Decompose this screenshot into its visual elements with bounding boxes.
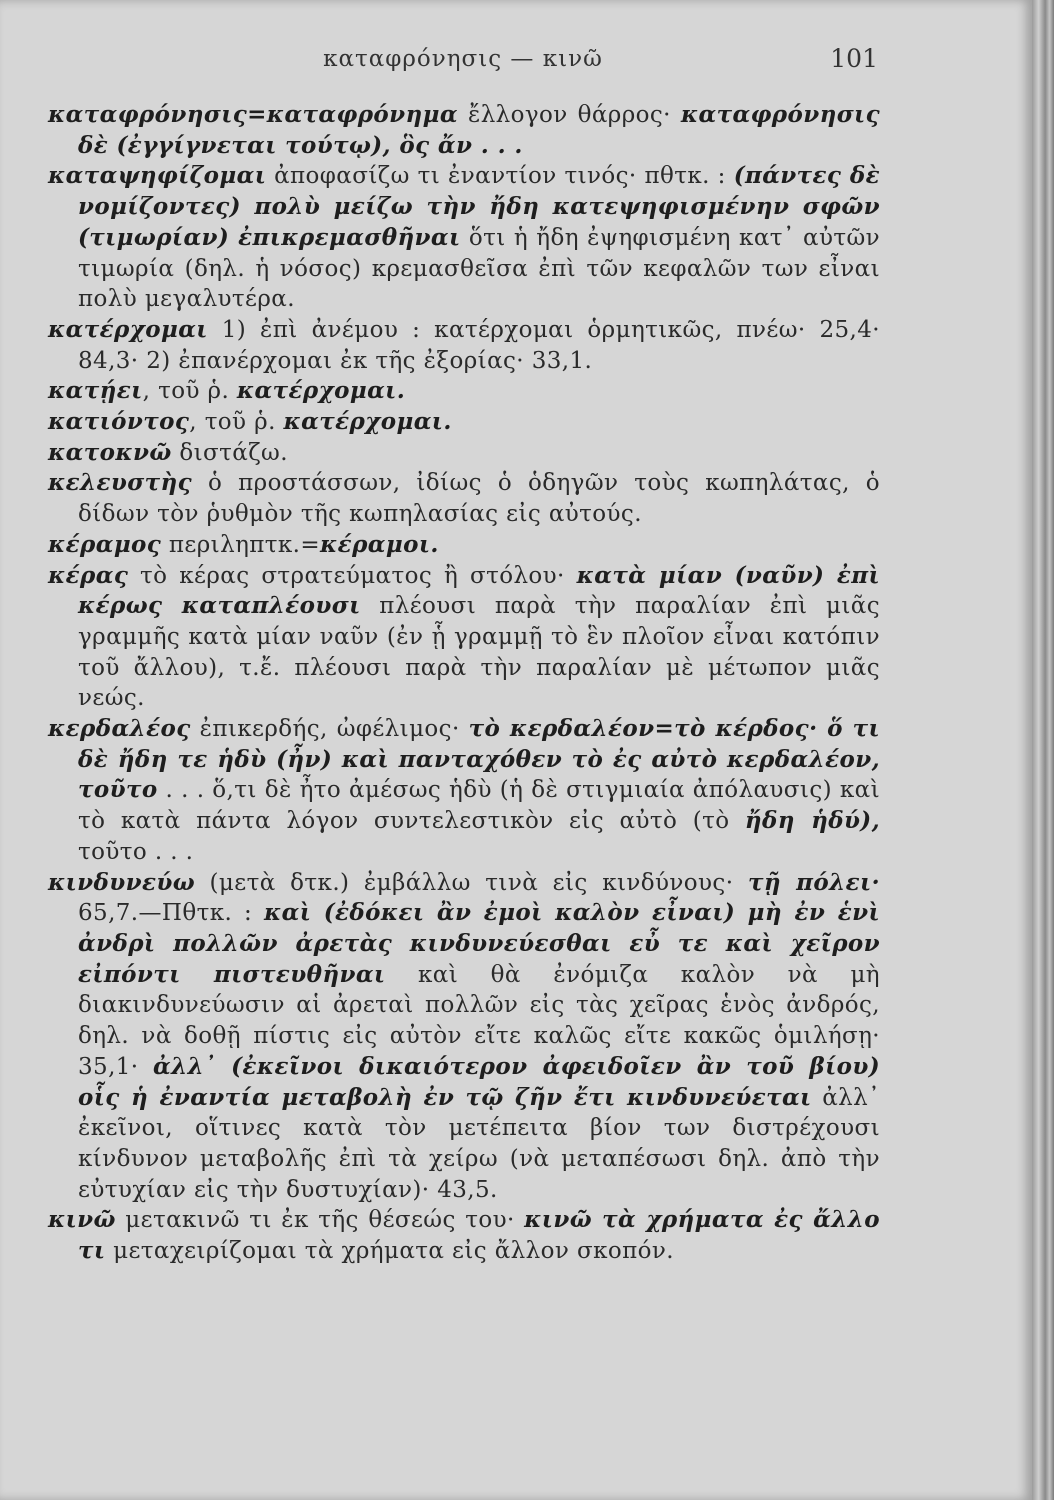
header-title: καταφρόνησις — κινῶ	[323, 46, 603, 72]
entry-bold-text: κατὰ μίαν (ναῦν) ἐπὶ κέρως καταπλέουσι	[78, 561, 880, 620]
entry-bold-text: κέρας	[48, 561, 129, 589]
entry-text: 1) ἐπὶ ἀνέμου : κατέρχομαι ὁρμητικῶς, πνέω· 25,4· 84,3· 2) ἐπανέρχομαι ἐκ τῆς ἐξορίας· 33,1.	[78, 316, 880, 374]
entry-text: . . . ὅ,τι δὲ ἦτο ἀμέσως ἡδὺ (ἡ δὲ στιγμιαία ἀπόλαυσις) καὶ τὸ κατὰ πάντα λόγον συντελεστικὸν εἰς αὐτὸ (τὸ	[78, 777, 880, 835]
dictionary-entries	[48, 100, 880, 1267]
entry-bold-text: τὸ κερδαλέον=τὸ κέρδος· ὅ τι δὲ ἤδη τε ἡδὺ (ἦν) καὶ πανταχόθεν τὸ ἐς αὐτὸ κερδαλέον, τοῦτο	[78, 715, 880, 804]
entry-bold-text: καταφρόνησις δὲ (ἐγγίγνεται τούτῳ), ὃς ἄν . . .	[78, 101, 880, 159]
dictionary-entry	[48, 714, 880, 868]
entry-text: ἐπικερδής, ὠφέλιμος·	[190, 716, 469, 743]
running-header	[48, 44, 878, 78]
entry-text: μετακινῶ τι ἐκ τῆς θέσεώς του·	[115, 1207, 525, 1234]
dictionary-entry	[48, 438, 880, 469]
entry-bold-text: κινῶ	[48, 1206, 116, 1234]
dictionary-entry	[48, 100, 880, 161]
entry-text: καὶ θὰ ἐνόμιζα καλὸν νὰ μὴ διακινδυνεύωσιν αἱ ἀρεταὶ πολλῶν εἰς τὰς χεῖρας ἑνὸς ἀνδρός, δηλ. νὰ δοθῇ πίστις εἰς αὐτὸν εἴτε καλῶς εἴτε κακῶς ὁμιλήσῃ· 35,1·	[78, 961, 880, 1080]
dictionary-entry	[48, 868, 880, 1206]
entry-text: , τοῦ ῥ.	[142, 378, 237, 405]
entry-text: τοῦτο . . .	[78, 838, 194, 865]
entry-bold-text: κέραμος	[48, 530, 162, 558]
entry-text: διστάζω.	[171, 439, 288, 466]
dictionary-entry	[48, 530, 880, 561]
entry-text: ὁ προστάσσων, ἰδίως ὁ ὁδηγῶν τοὺς κωπηλάτας, ὁ δίδων τὸν ῥυθμὸν τῆς κωπηλασίας εἰς αὐτούς.	[78, 470, 880, 528]
entry-bold-text: κατέρχομαι.	[236, 377, 406, 405]
entry-text: ἔλλογον θάρρος·	[457, 102, 681, 128]
entry-bold-text: κατοκνῶ	[48, 438, 172, 466]
entry-text: ἀποφασίζω τι ἐναντίον τινός· πθτκ. :	[266, 163, 734, 190]
entry-bold-text: καταψηφίζομαι	[48, 162, 267, 190]
entry-bold-text: ἀλλ᾿ (ἐκεῖνοι δικαιότερον ἀφειδοῖεν ἂν τοῦ βίου) οἷς ἡ ἐναντία μεταβολὴ ἐν τῷ ζῆν ἔτι κινδυνεύεται	[78, 1052, 880, 1111]
entry-text: (μετὰ δτκ.) ἐμβάλλω τινὰ εἰς κινδύνους·	[195, 869, 748, 896]
entry-bold-text: κινῶ τὰ χρήματα ἐς ἄλλο τι	[78, 1206, 881, 1265]
entry-bold-text: κατῄει	[48, 377, 143, 405]
entry-bold-text: ἤδη ἡδύ),	[744, 807, 880, 835]
entry-text: περιληπτκ.=	[161, 531, 321, 558]
entry-bold-text: κέραμοι.	[320, 530, 439, 558]
dictionary-entry	[48, 161, 880, 315]
entry-bold-text: κατέρχομαι	[48, 315, 208, 343]
page-edge	[1032, 0, 1054, 1500]
entry-bold-text: κινδυνεύω	[48, 868, 196, 896]
entry-text: μεταχειρίζομαι τὰ χρήματα εἰς ἄλλον σκοπόν.	[105, 1238, 674, 1265]
entry-bold-text: κελευστὴς	[48, 469, 193, 497]
entry-text: 65,7.—Πθτκ. :	[78, 900, 264, 927]
entry-bold-text: τῇ πόλει·	[747, 868, 880, 896]
dictionary-entry	[48, 1205, 880, 1266]
entry-bold-text: καὶ (ἐδόκει ἂν ἐμοὶ καλὸν εἶναι) μὴ ἐν ἑνὶ ἀνδρὶ πολλῶν ἀρετὰς κινδυνεύεσθαι εὖ τε καὶ χεῖρον εἰπόντι πιστευθῆναι	[78, 899, 880, 988]
entry-text: πλέουσι παρὰ τὴν παραλίαν ἐπὶ μιᾶς γραμμῆς κατὰ μίαν ναῦν (ἐν ᾗ γραμμῇ τὸ ἓν πλοῖον εἶναι κατόπιν τοῦ ἄλλου), τ.ἔ. πλέουσι παρὰ τὴν παραλίαν μὲ μέτωπον μιᾶς νεώς.	[78, 593, 880, 712]
dictionary-entry	[48, 315, 880, 376]
entry-text: , τοῦ ῥ.	[189, 409, 284, 436]
dictionary-entry	[48, 468, 880, 529]
dictionary-entry	[48, 376, 880, 407]
entry-bold-text: (πάντες δὲ νομίζοντες) πολὺ μείζω τὴν ἤδη κατεψηφισμένην σφῶν (τιμωρίαν) ἐπικρεμασθῆναι	[78, 162, 880, 251]
entry-bold-text: καταφρόνησις=καταφρόνημα	[48, 101, 458, 128]
dictionary-entry	[48, 561, 880, 715]
entry-bold-text: κατιόντος	[48, 408, 190, 436]
entry-bold-text: κατέρχομαι.	[283, 408, 452, 436]
page-number: 101	[830, 44, 878, 73]
dictionary-entry	[48, 407, 880, 438]
entry-text: ἀλλ᾿ ἐκεῖνοι, οἵτινες κατὰ τὸν μετέπειτα βίον των διστρέχουσι κίνδυνον μεταβολῆς ἐπὶ τὰ χείρω (νὰ μεταπέσωσι δηλ. ἀπὸ τὴν εὐτυχίαν εἰς τὴν δυστυχίαν)· 43,5.	[78, 1084, 880, 1203]
entry-bold-text: κερδαλέος	[48, 715, 191, 743]
entry-text: τὸ κέρας στρατεύματος ἢ στόλου·	[128, 562, 577, 589]
entry-text: ὅτι ἡ ἤδη ἐψηφισμένη κατ᾿ αὐτῶν τιμωρία (δηλ. ἡ νόσος) κρεμασθεῖσα ἐπὶ τῶν κεφαλῶν των εἶναι πολὺ μεγαλυτέρα.	[78, 224, 881, 313]
